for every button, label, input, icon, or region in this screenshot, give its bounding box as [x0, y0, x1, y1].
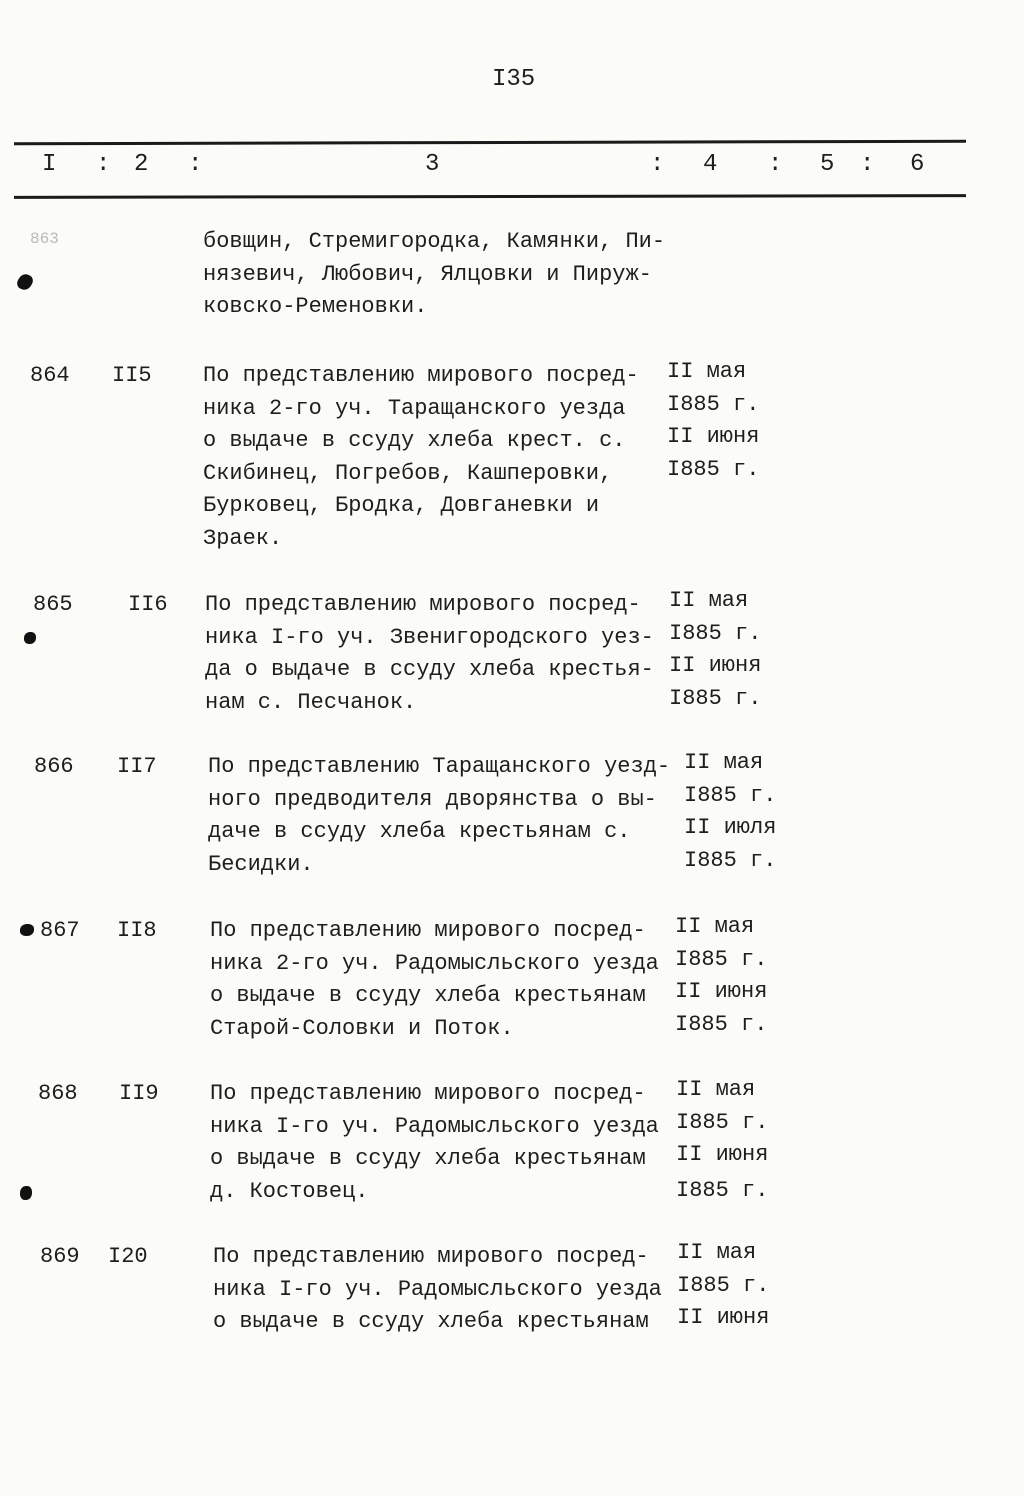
description-line: По представлению мирового посред-	[213, 1244, 649, 1269]
description-line: о выдаче в ссуду хлеба крестьянам	[213, 1309, 649, 1334]
item-number: II9	[119, 1081, 159, 1106]
date-line: I885 г.	[676, 1109, 769, 1135]
record-description	[210, 1078, 659, 1208]
record-dates	[676, 1074, 768, 1207]
record-number: 869	[40, 1244, 80, 1269]
date-line: I885 г.	[684, 782, 777, 808]
column-header-5: 5	[820, 151, 835, 178]
description-line: ковско-Ременовки.	[203, 294, 428, 319]
date-line: II июля	[684, 815, 777, 840]
date-line: I885 г.	[676, 1177, 769, 1203]
date-line: II мая	[667, 359, 747, 384]
column-header-4: 4	[703, 151, 718, 178]
record-dates	[667, 356, 759, 486]
record-description	[203, 226, 665, 324]
record-number: 866	[34, 754, 74, 779]
record-description	[208, 751, 670, 881]
date-line: II мая	[684, 750, 764, 775]
ink-blot	[20, 924, 34, 936]
description-line: о выдаче в ссуду хлеба крестьянам	[210, 1146, 646, 1171]
record-number: 864	[30, 363, 70, 388]
description-line: По представлению мирового посред-	[203, 363, 639, 388]
column-header-3: 3	[425, 151, 440, 178]
description-line: ника I-го уч. Радомысльского уезда	[213, 1276, 662, 1302]
description-line: ника I-го уч. Звенигородского уез-	[205, 624, 654, 650]
record-dates	[669, 585, 761, 715]
description-line: По представлению Таращанского уезд-	[208, 754, 671, 779]
page-number: I35	[492, 66, 536, 93]
record-description	[205, 589, 654, 719]
date-line: I885 г.	[677, 1272, 770, 1298]
description-line: да о выдаче в ссуду хлеба крестья-	[205, 657, 654, 682]
description-line: даче в ссуду хлеба крестьянам с.	[208, 819, 631, 844]
description-line: бовщин, Стремигородка, Камянки, Пи-	[203, 229, 666, 254]
record-description	[210, 915, 659, 1045]
record-description	[213, 1241, 662, 1339]
description-line: По представлению мирового посред-	[210, 1081, 646, 1106]
column-separator: :	[860, 151, 875, 178]
date-line: II июня	[669, 653, 762, 678]
column-separator: :	[768, 151, 783, 178]
date-line: II июня	[676, 1142, 769, 1167]
record-dates	[684, 747, 776, 877]
description-line: о выдаче в ссуду хлеба крестьянам	[210, 983, 646, 1008]
date-line: II мая	[669, 588, 749, 613]
description-line: ника I-го уч. Радомысльского уезда	[210, 1113, 659, 1139]
record-number: 865	[33, 592, 73, 617]
column-header-1: I	[42, 151, 57, 178]
description-line: ника 2-го уч. Таращанского уезда	[203, 395, 626, 421]
description-line: По представлению мирового посред-	[210, 918, 646, 943]
item-number: II6	[128, 592, 168, 617]
column-header-6: 6	[910, 151, 925, 178]
description-line: нам с. Песчанок.	[205, 689, 417, 715]
date-line: I885 г.	[667, 456, 760, 482]
description-line: Бесидки.	[208, 851, 314, 877]
date-line: II июня	[675, 979, 768, 1004]
column-separator: :	[650, 151, 665, 178]
date-line: I885 г.	[669, 620, 762, 646]
date-line: I885 г.	[669, 685, 762, 711]
description-line: ного предводителя дворянства о вы-	[208, 786, 657, 812]
ink-blot	[24, 632, 36, 644]
date-line: II июня	[677, 1305, 770, 1330]
ink-blot	[20, 1186, 32, 1200]
date-line: II мая	[676, 1077, 756, 1102]
date-line: I885 г.	[684, 847, 777, 873]
description-line: Старой-Соловки и Поток.	[210, 1015, 514, 1041]
record-number: 867	[40, 918, 80, 943]
table-header-top-rule	[14, 140, 966, 145]
date-line: II июня	[667, 424, 760, 449]
description-line: ника 2-го уч. Радомысльского уезда	[210, 950, 659, 976]
description-line: Бурковец, Бродка, Довганевки и	[203, 493, 600, 518]
date-line: II мая	[677, 1240, 757, 1265]
table-header-bottom-rule	[14, 194, 966, 199]
date-line: I885 г.	[667, 391, 760, 417]
record-number: 868	[38, 1081, 78, 1106]
faded-record-number: 863	[30, 230, 59, 248]
description-line: По представлению мирового посред-	[205, 592, 641, 617]
description-line: Скибинец, Погребов, Кашперовки,	[203, 460, 613, 486]
item-number: II7	[117, 754, 157, 779]
date-line: I885 г.	[675, 946, 768, 972]
description-line: д. Костовец.	[210, 1178, 369, 1204]
column-header-2: 2	[134, 151, 149, 178]
date-line: II мая	[675, 914, 755, 939]
item-number: II8	[117, 918, 157, 943]
column-separator: :	[96, 151, 111, 178]
item-number: I20	[108, 1244, 148, 1269]
description-line: о выдаче в ссуду хлеба крест. с.	[203, 428, 626, 453]
description-line: Зраек.	[203, 525, 283, 551]
record-dates	[675, 911, 767, 1041]
record-dates	[677, 1237, 769, 1335]
item-number: II5	[112, 363, 152, 388]
description-line: нязевич, Любович, Ялцовки и Пируж-	[203, 261, 652, 287]
date-line: I885 г.	[675, 1011, 768, 1037]
record-description	[203, 360, 639, 555]
column-separator: :	[188, 151, 203, 178]
ink-blot	[15, 272, 35, 293]
